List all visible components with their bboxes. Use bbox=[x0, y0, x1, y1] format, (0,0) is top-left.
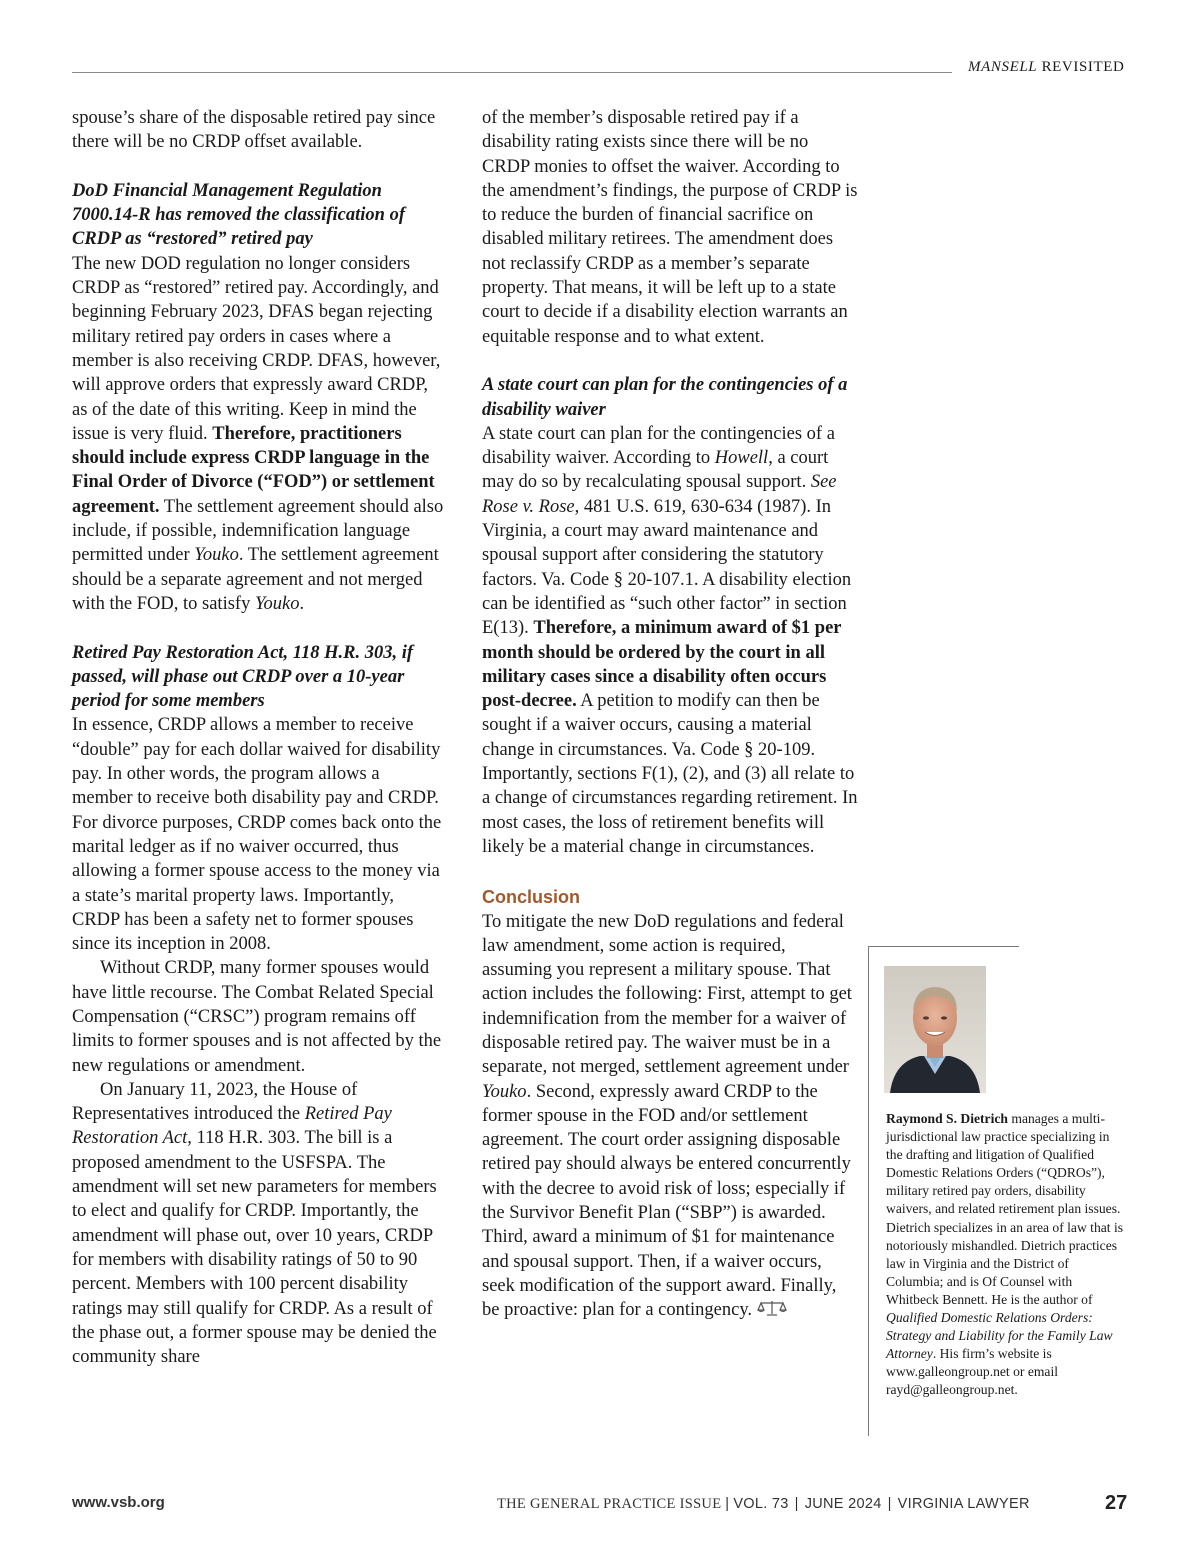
paragraph: of the member’s disposable retired pay if a disability rating exists since there will be no CRDP monies to offset the waiver. According to the amendment’s findings, the purpose of CRDP is to reduce the burden of financial sacrifice on disabled military retirees. The amendment does not reclassify CRDP as a member’s separate property. That means, it will be left up to a state court to decide if a disability election warrants an equitable response and to what extent. bbox=[482, 108, 858, 347]
page-number: 27 bbox=[1105, 1492, 1128, 1514]
subheading: A state court can plan for the contingencies of a disability waiver bbox=[482, 375, 848, 420]
running-head-italic: MANSELL bbox=[968, 59, 1038, 75]
column-middle bbox=[482, 106, 858, 1323]
subheading: Retired Pay Restoration Act, 118 H.R. 303, if passed, will phase out CRDP over a 10-year period for some members bbox=[72, 642, 414, 712]
paragraph: On January 11, 2023, the House of Representatives introduced the Retired Pay Restoration Act, 118 H.R. 303. The bill is a proposed amendment to the USFSPA. The amendment will set new parameters for members to elect and qualify for CRDP. Importantly, the amendment will phase out, over 10 years, CRDP for members with disability ratings of 50 to 90 percent. Members with 100 percent disability ratings may still qualify for CRDP. As a result of the phase out, a former spouse may be denied the community share bbox=[72, 1079, 437, 1368]
column-left bbox=[72, 106, 444, 1369]
paragraph: To mitigate the new DoD regulations and federal law amendment, some action is required, assuming you represent a military spouse. That action includes the following: First, attempt to get indemnification from the member for a waiver of disposable retired pay. The waiver must be in a separate, not merged, settlement agreement under Youko. Second, expressly award CRDP to the former spouse in the FOD and/or settlement agreement. The court order assigning disposable retired pay should always be entered concurrently with the decree to avoid risk of loss; especially if the Survivor Benefit Plan (“SBP”) is awarded. Third, award a minimum of $1 for maintenance and spousal support. Then, if a waiver occurs, seek modification of the support award. Finally, be proactive: plan for a contingency. bbox=[482, 911, 852, 1321]
book-title: Qualified Domestic Relations Orders: Strategy and Liability for the Family Law Attorney bbox=[886, 1310, 1113, 1362]
author-photo bbox=[884, 966, 986, 1093]
footer-issue-line: THE GENERAL PRACTICE ISSUE | VOL. 73 | JUNE 2024 | VIRGINIA LAWYER bbox=[497, 1496, 1030, 1512]
author-name: Raymond S. Dietrich bbox=[886, 1111, 1008, 1126]
paragraph: In essence, CRDP allows a member to receive “double” pay for each dollar waived for disability pay. In other words, the program allows a member to receive both disability pay and CRDP. For divorce purposes, CRDP comes back onto the marital ledger as if no waiver occurred, thus allowing a former spouse access to the money via a state’s marital property laws. Importantly, CRDP has been a safety net to former spouses since its inception in 2008. bbox=[72, 715, 442, 955]
subheading: DoD Financial Management Regulation 7000.14-R has removed the classification of CRDP as “restored” retired pay bbox=[72, 180, 405, 250]
paragraph: spouse’s share of the disposable retired pay since there will be no CRDP offset available. bbox=[72, 108, 436, 153]
paragraph: The new DOD regulation no longer considers CRDP as “restored” retired pay. Accordingly, and beginning February 2023, DFAS began rejecting military retired pay orders in cases where a member is also receiving CRDP. DFAS, however, will approve orders that expressly award CRDP, as of the date of this writing. Keep in mind the issue is very fluid. Therefore, practitioners should include express CRDP language in the Final Order of Divorce (“FOD”) or settlement agreement. The settlement agreement should also include, if possible, indemnification language permitted under Youko. The settlement agreement should be a separate agreement and not merged with the FOD, to satisfy Youko. bbox=[72, 253, 444, 614]
scales-of-justice-icon bbox=[757, 1299, 787, 1317]
header-rule bbox=[72, 72, 952, 73]
conclusion-heading: Conclusion bbox=[482, 886, 580, 907]
running-head-rest: REVISITED bbox=[1037, 59, 1125, 75]
paragraph: A state court can plan for the contingencies of a disability waiver. According to Howell, a court may do so by recalculating spousal support. See Rose v. Rose, 481 U.S. 619, 630-634 (1987). In Virginia, a court may award maintenance and spousal support after considering the statutory factors. Va. Code § 20-107.1. A disability election can be identified as “such other factor” in section E(13). Therefore, a minimum award of $1 per month should be ordered by the court in all military cases since a disability often occurs post-decree. A petition to modify can then be sought if a waiver occurs, causing a material change in circumstances. Va. Code § 20-109. Importantly, sections F(1), (2), and (3) all relate to a change of circumstances regarding retirement. In most cases, the loss of retirement benefits will likely be a material change in circumstances. bbox=[482, 423, 858, 857]
paragraph: Without CRDP, many former spouses would have little recourse. The Combat Related Special Compensation (“CRSC”) program remains off limits to former spouses and is not affected by the new regulations or amendment. bbox=[72, 958, 442, 1076]
bio-top-rule bbox=[869, 946, 1019, 947]
running-head bbox=[968, 59, 1124, 76]
author-bio: Raymond S. Dietrich manages a multi-jurisdictional law practice specializing in the drafting and litigation of Qualified Domestic Relations Orders (“QDROs”), military retired pay orders, disability waivers, and related retirement plan issues. Dietrich specializes in an area of law that is notoriously mishandled. Dietrich practices law in Virginia and the District of Columbia; and is Of Counsel with Whitbeck Bennett. He is the author of Qualified Domestic Relations Orders: Strategy and Liability for the Family Law Attorney. His firm’s website is www.galleongroup.net or email rayd@galleongroup.net. bbox=[886, 1111, 1124, 1398]
footer-website: www.vsb.org bbox=[72, 1494, 165, 1511]
